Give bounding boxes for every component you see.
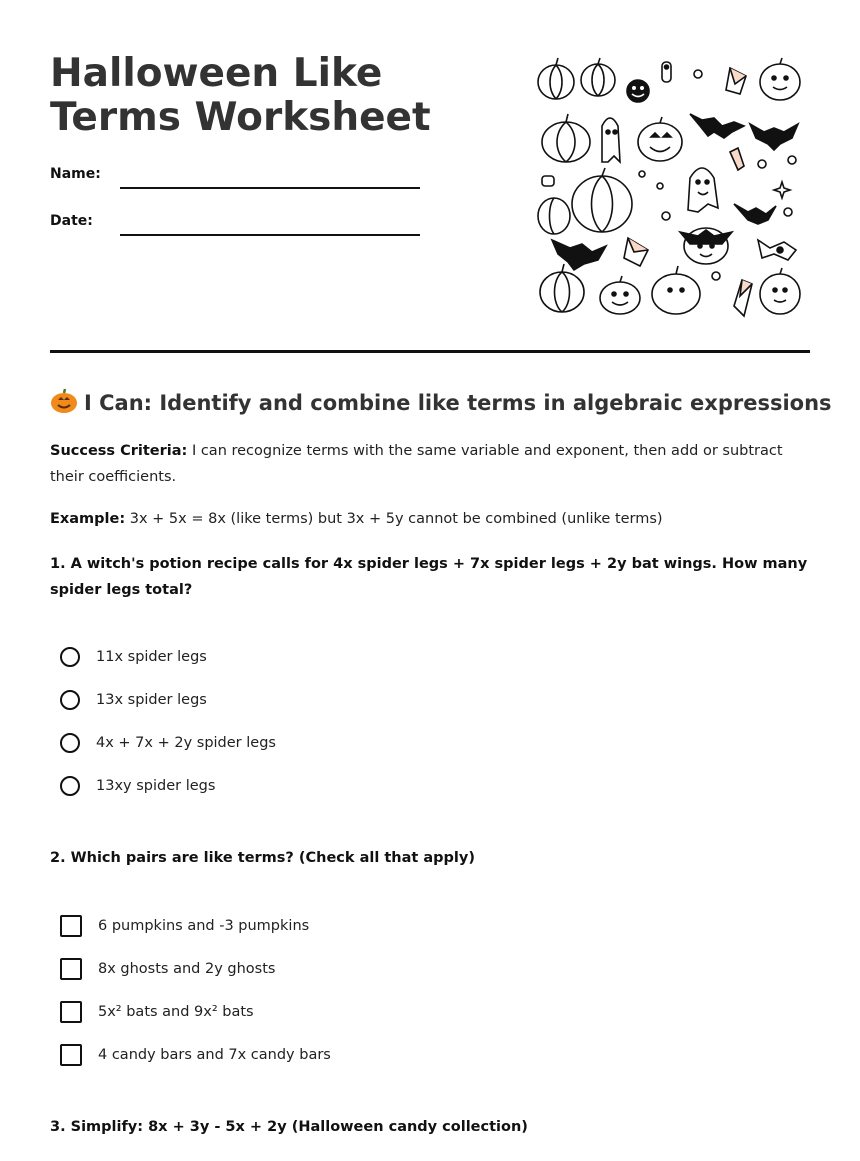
jack-o-lantern-icon xyxy=(638,117,682,161)
radio-button[interactable] xyxy=(60,733,80,753)
candy-icon xyxy=(542,176,554,186)
checkbox[interactable] xyxy=(60,1001,82,1023)
star-icon xyxy=(774,182,790,198)
q1-option-3[interactable] xyxy=(60,731,276,755)
learning-objective-heading xyxy=(50,388,832,415)
pumpkin-icon xyxy=(572,168,632,232)
candy-corn-icon xyxy=(624,238,648,266)
option-label: 11x spider legs xyxy=(96,649,207,665)
candy-icon xyxy=(662,62,671,82)
checkbox[interactable] xyxy=(60,958,82,980)
radio-button[interactable] xyxy=(60,776,80,796)
jack-o-lantern-icon xyxy=(627,80,649,102)
pumpkin-icon xyxy=(542,114,590,162)
candy-icon xyxy=(639,171,663,189)
success-criteria-label: Success Criteria: xyxy=(50,443,188,459)
pumpkin-face-icon xyxy=(652,266,700,314)
name-label: Name: xyxy=(50,166,101,182)
objective-heading-text: I Can: Identify and combine like terms in algebraic expressions xyxy=(84,391,832,415)
option-label: 4 candy bars and 7x candy bars xyxy=(98,1047,331,1063)
name-field[interactable] xyxy=(120,187,420,189)
header-divider xyxy=(50,350,810,353)
pumpkin-icon xyxy=(581,58,615,96)
candy-icon xyxy=(712,272,720,280)
success-criteria-text: I can recognize terms with the same variable and exponent, then add or subtract their coefficients. xyxy=(50,443,783,485)
candy-icon xyxy=(694,70,702,78)
halloween-clipart xyxy=(530,54,810,320)
pumpkin-face-icon xyxy=(760,268,800,314)
option-label: 4x + 7x + 2y spider legs xyxy=(96,735,276,751)
option-label: 13x spider legs xyxy=(96,692,207,708)
worksheet-title: Halloween Like Terms Worksheet xyxy=(50,51,431,140)
bat-icon xyxy=(690,114,744,138)
q2-option-4[interactable] xyxy=(60,1043,331,1067)
question-3-text: 3. Simplify: 8x + 3y - 5x + 2y (Halloween candy collection) xyxy=(50,1119,528,1135)
pumpkin-icon xyxy=(538,198,570,234)
ghost-icon xyxy=(688,168,718,212)
ghost-icon xyxy=(602,118,620,162)
checkbox[interactable] xyxy=(60,915,82,937)
bat-icon xyxy=(734,204,776,224)
option-label: 6 pumpkins and -3 pumpkins xyxy=(98,918,310,934)
date-field[interactable] xyxy=(120,234,420,236)
radio-button[interactable] xyxy=(60,647,80,667)
pumpkin-emoji-icon xyxy=(50,388,78,414)
q2-option-1[interactable] xyxy=(60,914,309,938)
candy-corn-icon xyxy=(726,68,746,94)
q1-option-2[interactable] xyxy=(60,688,207,712)
candy-icon xyxy=(730,148,744,170)
q1-option-4[interactable] xyxy=(60,774,215,798)
pumpkin-face-icon xyxy=(760,58,800,100)
radio-button[interactable] xyxy=(60,690,80,710)
candy-corn-icon xyxy=(734,280,752,316)
date-label: Date: xyxy=(50,213,93,229)
pumpkin-icon xyxy=(540,264,584,312)
success-criteria xyxy=(50,438,800,490)
candy-wrapper-icon xyxy=(758,240,796,260)
pumpkin-face-icon xyxy=(600,276,640,314)
q2-option-3[interactable] xyxy=(60,1000,254,1024)
option-label: 13xy spider legs xyxy=(96,778,216,794)
q2-option-2[interactable] xyxy=(60,957,275,981)
pumpkin-icon xyxy=(538,58,574,99)
question-1-text: 1. A witch's potion recipe calls for 4x spider legs + 7x spider legs + 2y bat wings. How many spider legs total? xyxy=(50,556,808,598)
option-label: 8x ghosts and 2y ghosts xyxy=(98,961,276,977)
example xyxy=(50,506,800,532)
bat-icon xyxy=(750,124,798,150)
question-2-text: 2. Which pairs are like terms? (Check all that apply) xyxy=(50,850,475,866)
option-label: 5x² bats and 9x² bats xyxy=(98,1004,254,1020)
checkbox[interactable] xyxy=(60,1044,82,1066)
bat-icon xyxy=(552,240,606,270)
bat-pumpkin-icon xyxy=(680,228,732,264)
q1-option-1[interactable] xyxy=(60,645,207,669)
example-label: Example: xyxy=(50,511,126,527)
candy-icon xyxy=(758,156,796,168)
example-text: 3x + 5x = 8x (like terms) but 3x + 5y cannot be combined (unlike terms) xyxy=(125,511,663,527)
